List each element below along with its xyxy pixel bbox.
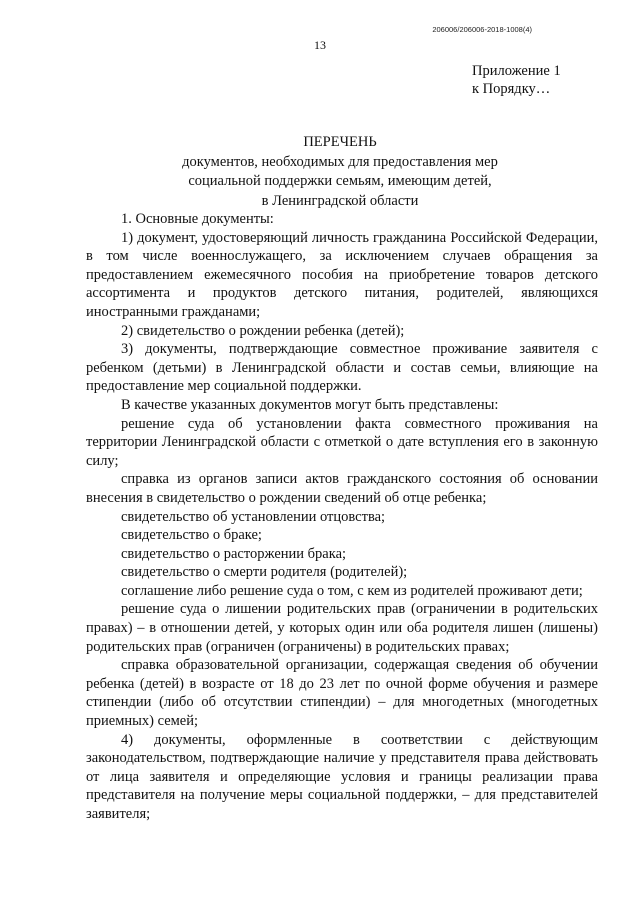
paragraph: свидетельство о смерти родителя (родителей);: [121, 564, 408, 581]
paragraph: В качестве указанных документов могут быть представлены:: [121, 396, 499, 413]
title-line-2: социальной поддержки семьям, имеющим детей,: [188, 173, 492, 189]
title-line-3: в Ленинградской области: [261, 192, 419, 209]
document-body: [86, 210, 598, 824]
paragraph: справка образовательной организации, содержащая сведения об обучении ребенка (детей) в возрасте от 18 до 23 лет по очной форме обучения и размере стипендии (либо об отсутствии стипендии) – для многодетных (многодетных приемных) семей;: [86, 657, 598, 730]
paragraph: 3) документы, подтверждающие совместное проживание заявителя с ребенком (детьми) в Ленинградской области и состав семьи, влияющие на предоставление мер социальной поддержки.: [86, 341, 598, 395]
document-title: [150, 133, 530, 211]
paragraph: 4) документы, оформленные в соответствии с действующим законодательством, подтверждающие наличие у представителя права действовать от лица заявителя и определяющие условия и границы реализации права представителя на получение меры социальной поддержки, – для представителей заявителя;: [86, 731, 598, 822]
paragraph: решение суда об установлении факта совместного проживания на территории Ленинградской области с отметкой о дате вступления его в законную силу;: [86, 415, 598, 469]
page-number: 13: [314, 38, 326, 52]
paragraph: соглашение либо решение суда о том, с кем из родителей проживают дети;: [121, 582, 583, 599]
paragraph: свидетельство о браке;: [121, 527, 262, 544]
paragraph: 2) свидетельство о рождении ребенка (детей);: [121, 322, 405, 339]
paragraph: свидетельство об установлении отцовства;: [121, 508, 386, 525]
appendix-note: [472, 62, 561, 98]
appendix-line-2: к Порядку…: [472, 81, 551, 97]
appendix-line-1: Приложение 1: [472, 63, 561, 79]
title-heading: ПЕРЕЧЕНЬ: [303, 134, 377, 150]
paragraph: 1) документ, удостоверяющий личность гражданина Российской Федерации, в том числе военнослужащего, за исключением случаев обращения за предоставлением ежемесячного пособия на приобретение товаров детского ассортимента и продуктов детского питания, родителей, являющихся иностранными гражданами;: [86, 229, 598, 320]
title-line-1: документов, необходимых для предоставления мер: [182, 153, 498, 170]
paragraph: справка из органов записи актов гражданского состояния об основании внесения в свидетельство о рождении сведений об отце ребенка;: [86, 471, 598, 506]
paragraph: 1. Основные документы:: [121, 211, 274, 227]
paragraph: свидетельство о расторжении брака;: [121, 545, 347, 562]
document-id: 206006/206006-2018-1008(4): [432, 25, 532, 34]
paragraph: решение суда о лишении родительских прав (ограничении в родительских правах) – в отношении детей, у которых один или оба родителя лишен (лишены) родительских прав (ограничен (ограничены) в родительских правах;: [86, 601, 598, 655]
